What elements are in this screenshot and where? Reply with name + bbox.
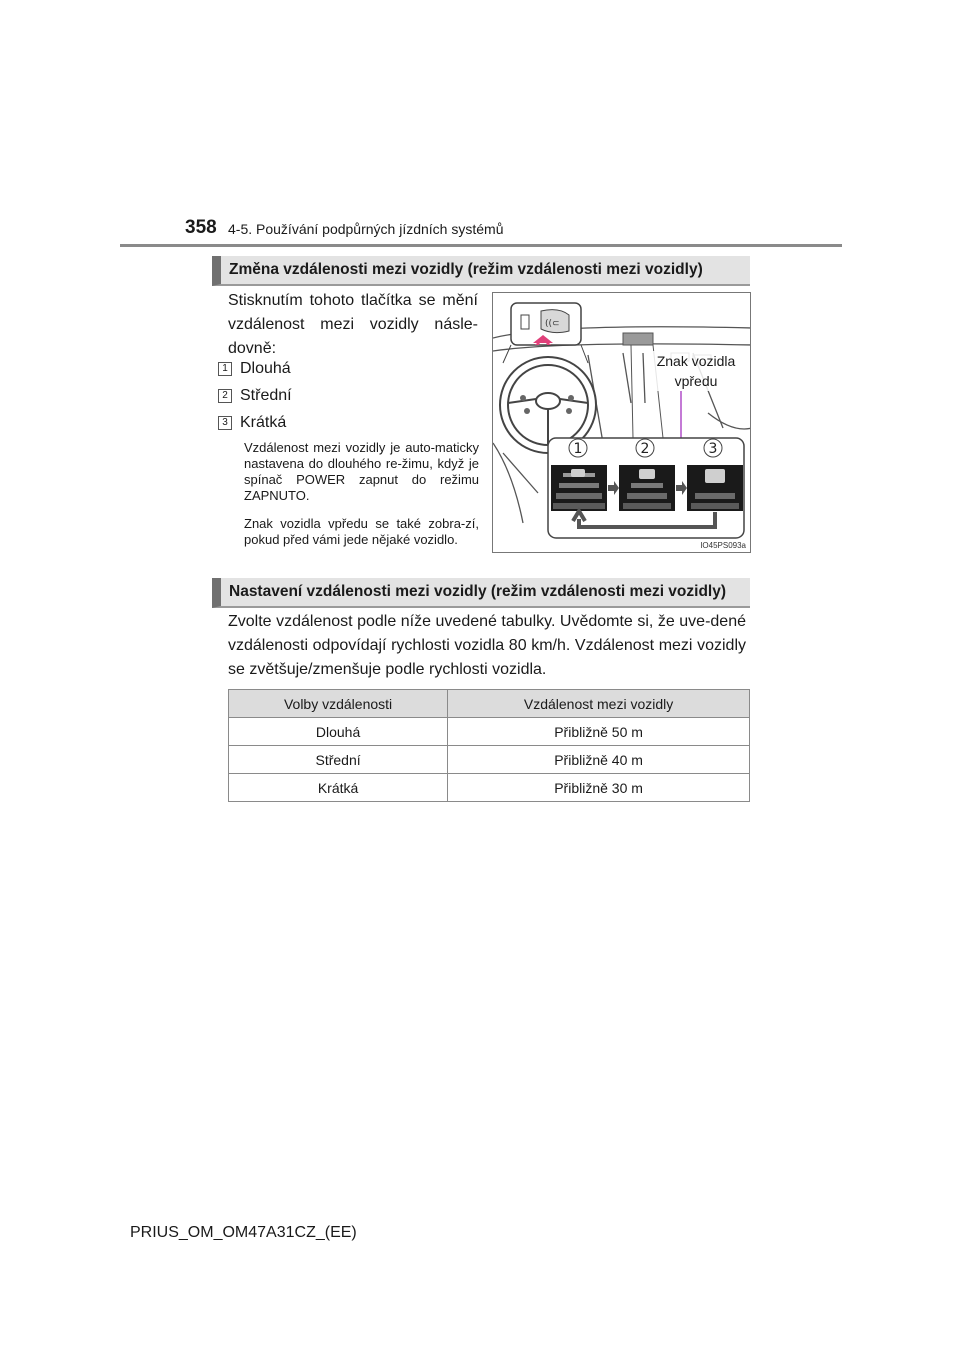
section-heading-text: Změna vzdálenosti mezi vozidly (režim vzdálenosti mezi vozidly) [229, 261, 703, 278]
dashboard-figure [492, 292, 751, 553]
figure-code: IO45PS093a [700, 541, 746, 550]
table-cell: Přibližně 50 m [448, 718, 750, 746]
vehicle-ahead-label: Znak vozidla vpředu [648, 351, 744, 391]
settings-paragraph: Zvolte vzdálenost podle níže uvedené tabulky. Uvědomte si, že uve-dené vzdálenosti odpovídají rychlosti vozidla 80 km/h. Vzdálenost mezi vozidly se zvětšuje/zmenšuje podle rychlosti vozidla. [228, 613, 746, 678]
section-heading-change-distance [212, 256, 750, 286]
option-label: Dlouhá [240, 360, 291, 377]
intro-text: Stisknutím tohoto tlačítka se mění vzdálenost mezi vozidly násle-dovně: [228, 292, 478, 357]
table-cell: Krátká [229, 774, 448, 802]
note-default-mode: Vzdálenost mezi vozidly je auto-maticky nastavena do dlouhého re-žimu, když je spínač POWER zapnut do režimu ZAPNUTO. [244, 440, 479, 503]
column-header: Volby vzdálenosti [229, 690, 448, 718]
center-display [623, 333, 653, 345]
option-label: Střední [240, 387, 292, 404]
table-cell: Přibližně 30 m [448, 774, 750, 802]
step-number-1: 1 [573, 441, 583, 457]
table-row [229, 774, 750, 802]
option-label: Krátká [240, 414, 287, 431]
screen-short [687, 465, 743, 511]
option-short [218, 413, 286, 433]
distance-table [228, 689, 750, 802]
note-vehicle-ahead: Znak vozidla vpředu se také zobra-zí, pokud před vámi jede nějaké vozidlo. [244, 516, 479, 547]
step-number-2: 2 [640, 441, 650, 457]
dashboard-illustration [493, 293, 751, 553]
pointer-line [631, 345, 633, 438]
svg-text:((⊂: ((⊂ [545, 319, 560, 329]
header-rule [120, 244, 842, 247]
option-number: 1 [218, 362, 232, 376]
button-zoom-inset [503, 303, 588, 363]
table-row [229, 718, 750, 746]
table-cell: Střední [229, 746, 448, 774]
section-heading-text: Nastavení vzdálenosti mezi vozidly (režim vzdálenosti mezi vozidly) [229, 583, 727, 600]
option-number: 2 [218, 389, 232, 403]
chapter-title: 4-5. Používání podpůrných jízdních systémů [228, 221, 504, 237]
option-number: 3 [218, 416, 232, 430]
table-cell: Dlouhá [229, 718, 448, 746]
page-number: 358 [185, 217, 217, 238]
option-medium [218, 386, 292, 406]
table-row [229, 746, 750, 774]
step-number-3: 3 [708, 441, 718, 457]
footer-code: PRIUS_OM_OM47A31CZ_(EE) [130, 1224, 357, 1241]
option-long [218, 359, 291, 379]
screen-long [551, 465, 607, 511]
section-heading-set-distance [212, 578, 750, 608]
screen-medium [619, 465, 675, 511]
table-cell: Přibližně 40 m [448, 746, 750, 774]
table-header-row [229, 690, 750, 718]
column-header: Vzdálenost mezi vozidly [448, 690, 750, 718]
